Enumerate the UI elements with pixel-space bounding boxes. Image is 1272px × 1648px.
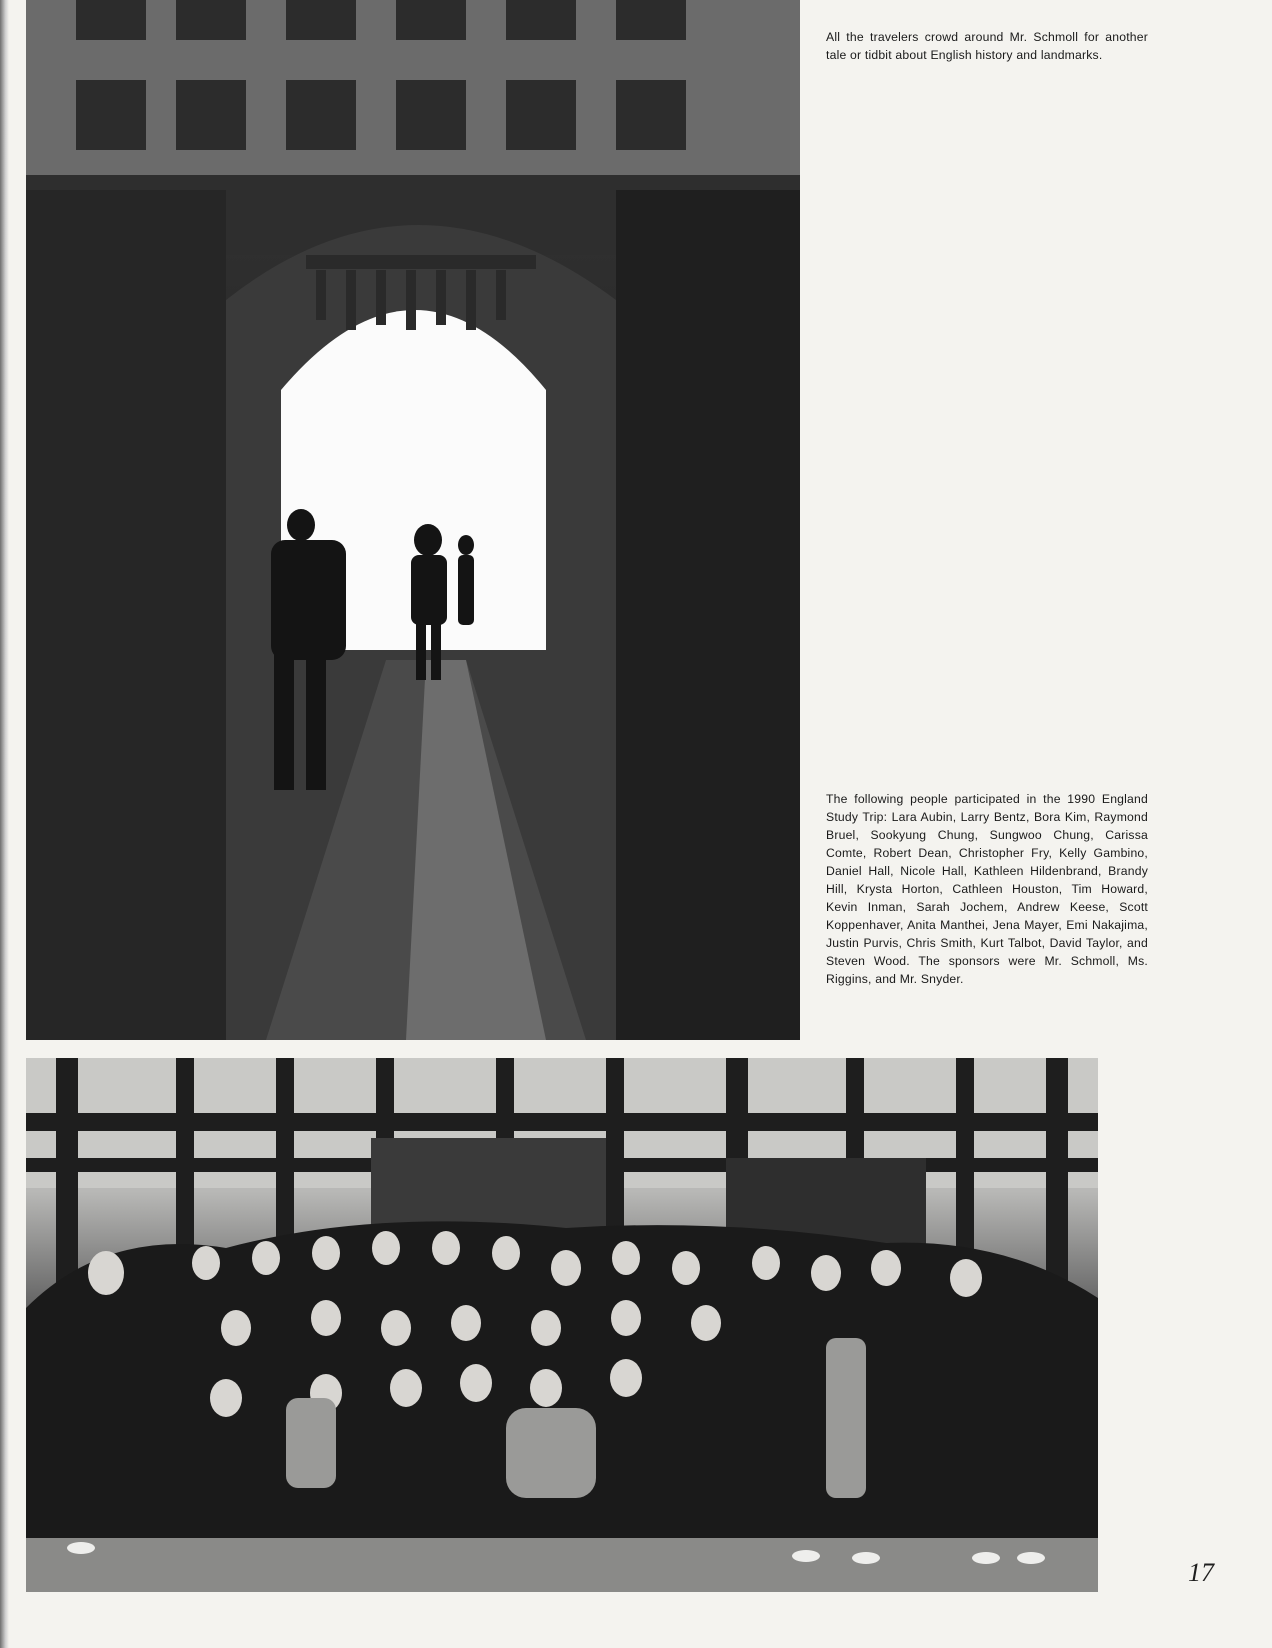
- group-photo-illustration: [26, 1058, 1098, 1592]
- binding-edge: [0, 0, 9, 1648]
- group-photo: [26, 1058, 1098, 1592]
- participants-caption: The following people participated in the 1990 England Study Trip: Lara Aubin, Larry Bentz, Bora Kim, Raymond Bruel, Sookyung Chung, Sungwoo Chung, Carissa Comte, Robert Dean, Christopher Fry, Kelly Gambino, Daniel Hall, Nicole Hall, Kathleen Hildenbrand, Brandy Hill, Krysta Horton, Cathleen Houston, Tim Howard, Kevin Inman, Sarah Jochem, Andrew Keese, Scott Koppenhaver, Anita Manthei, Jena Mayer, Emi Nakajima, Justin Purvis, Chris Smith, Kurt Talbot, David Taylor, and Steven Wood. The sponsors were Mr. Schmoll, Ms. Riggins, and Mr. Snyder.: [826, 792, 1148, 986]
- gateway-photo-caption: All the travelers crowd around Mr. Schmoll for another tale or tidbit about English history and landmarks.: [826, 30, 1148, 62]
- castle-gateway-photo: [26, 0, 800, 1040]
- page-number: 17: [1188, 1558, 1214, 1587]
- castle-gateway-illustration: [26, 0, 800, 1040]
